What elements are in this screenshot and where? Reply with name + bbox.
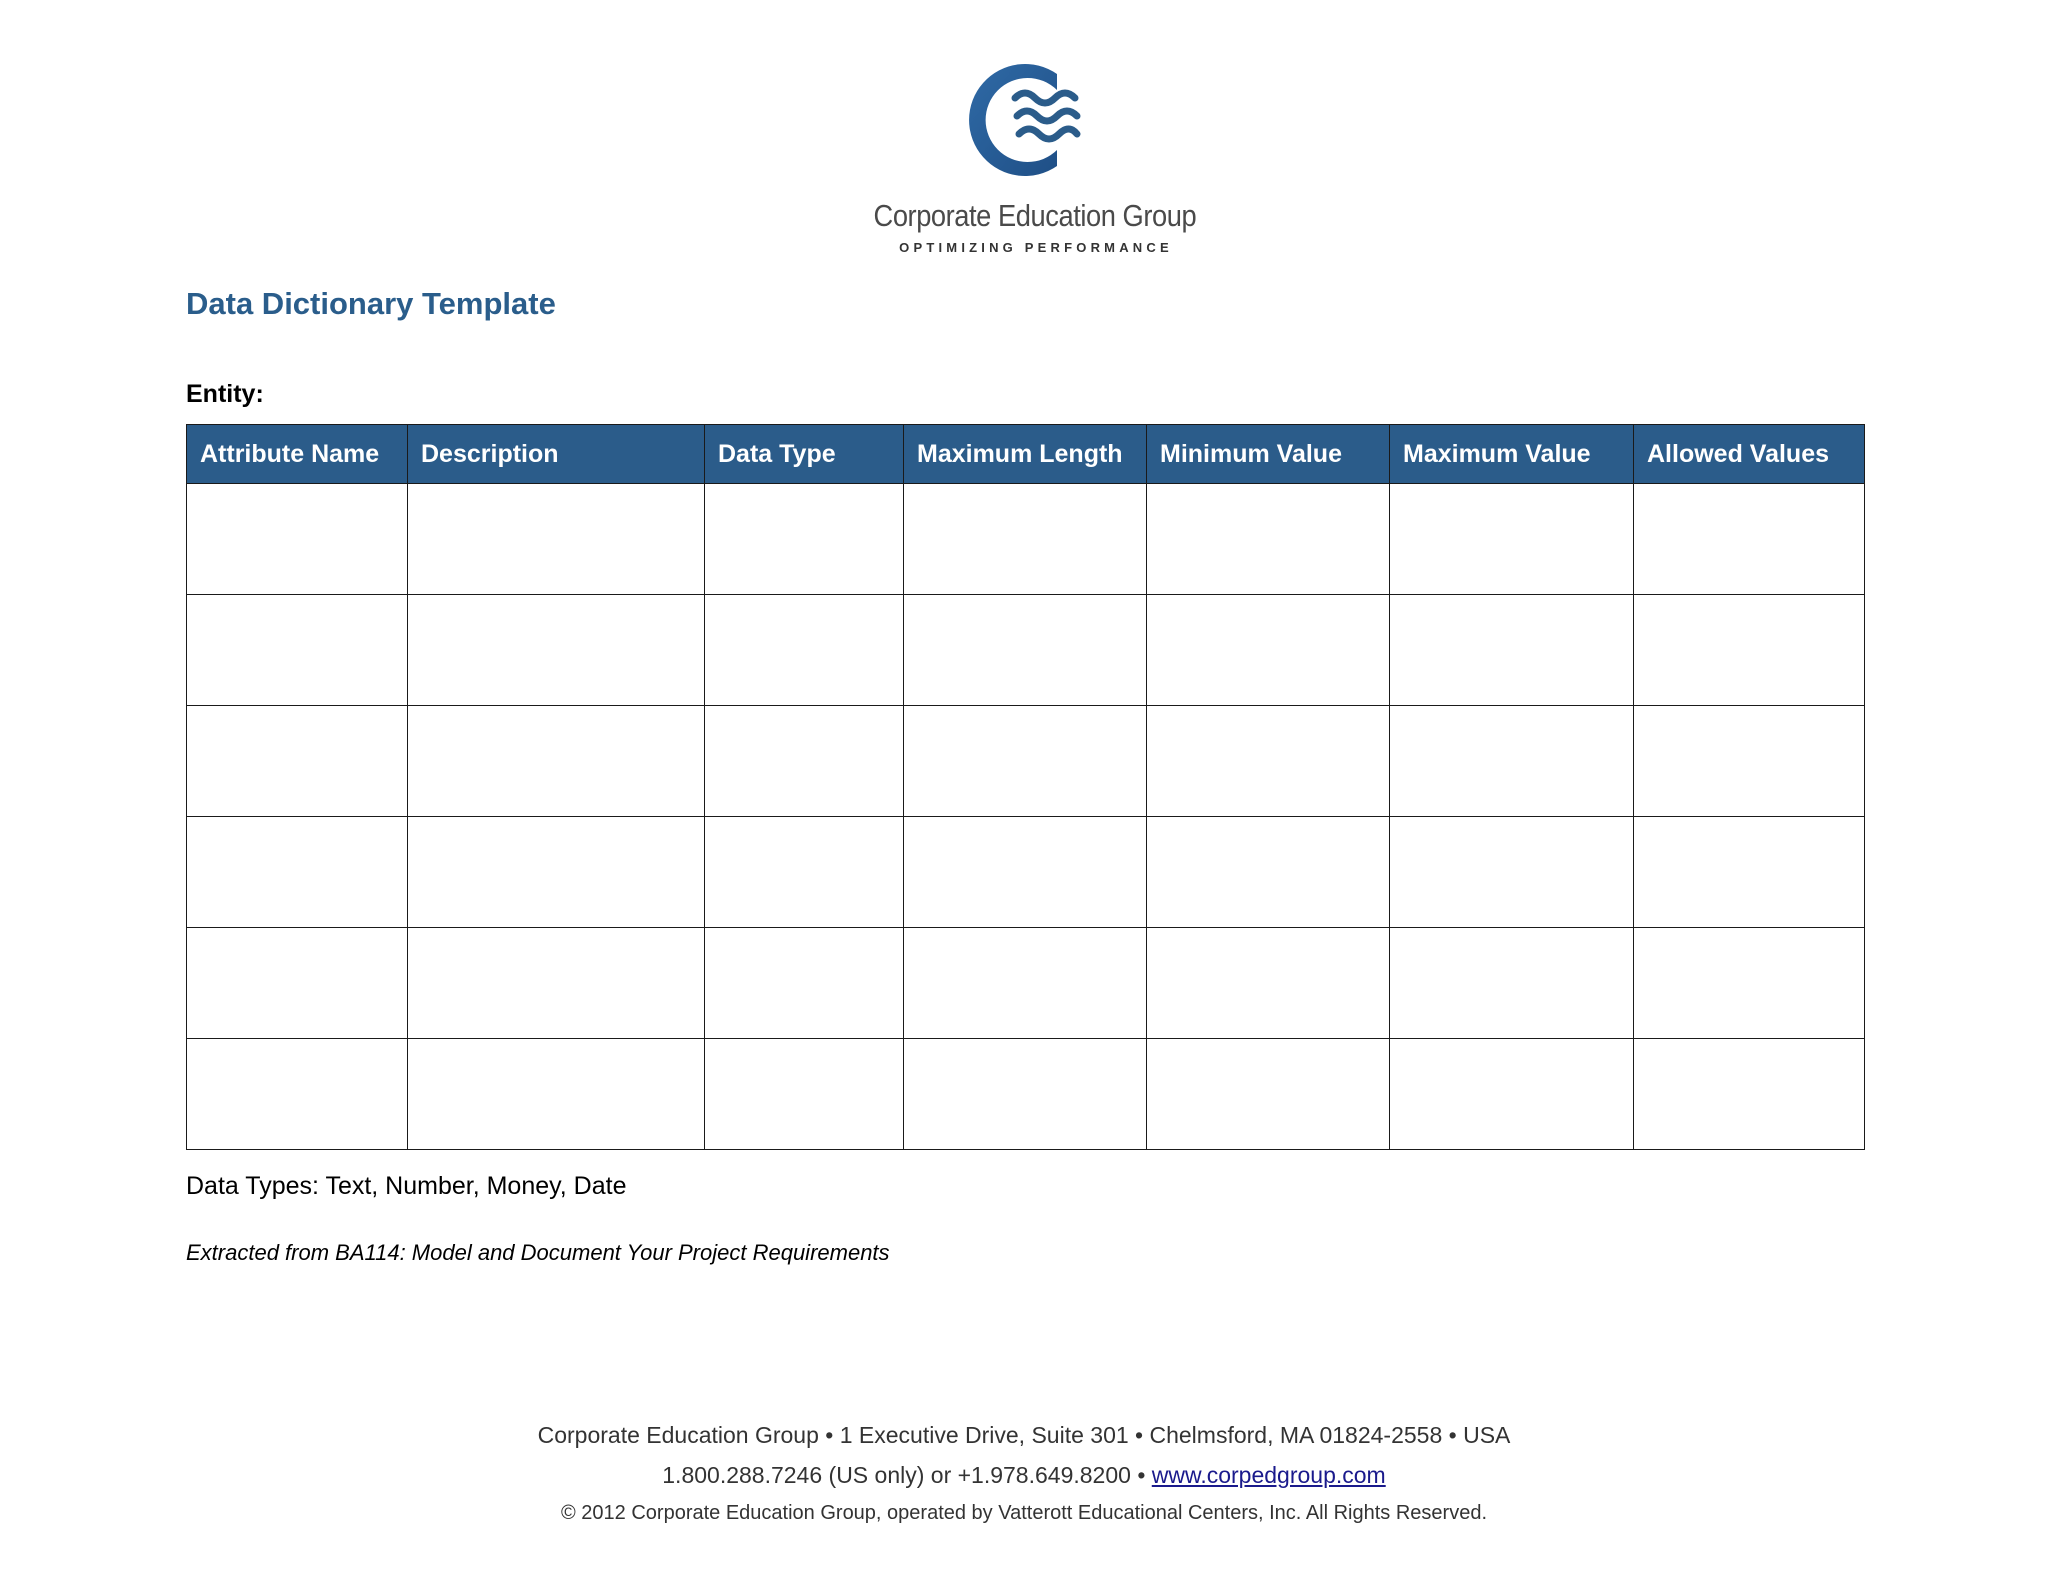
table-cell[interactable] [904, 484, 1147, 595]
entity-label: Entity: [186, 380, 264, 408]
footer-copyright: © 2012 Corporate Education Group, operated by Vatterott Educational Centers, Inc. All Rights Reserved. [561, 1502, 1487, 1524]
table-cell[interactable] [904, 1039, 1147, 1150]
table-cell[interactable] [1147, 706, 1390, 817]
column-header-maximum-value: Maximum Value [1390, 425, 1634, 484]
table-cell[interactable] [705, 928, 904, 1039]
table-cell[interactable] [1147, 817, 1390, 928]
column-header-allowed-values: Allowed Values [1634, 425, 1865, 484]
table-cell[interactable] [187, 595, 408, 706]
table-cell[interactable] [1390, 1039, 1634, 1150]
table-cell[interactable] [904, 817, 1147, 928]
table-cell[interactable] [1634, 595, 1865, 706]
table-cell[interactable] [705, 484, 904, 595]
table-row [187, 817, 1865, 928]
table-cell[interactable] [904, 595, 1147, 706]
table-cell[interactable] [408, 595, 705, 706]
footer-address: Corporate Education Group • 1 Executive Drive, Suite 301 • Chelmsford, MA 01824-2558 • USA [537, 1422, 1511, 1448]
table-cell[interactable] [904, 706, 1147, 817]
page-title: Data Dictionary Template [186, 286, 556, 321]
column-header-description: Description [408, 425, 705, 484]
column-header-maximum-length: Maximum Length [904, 425, 1147, 484]
source-note: Extracted from BA114: Model and Document Your Project Requirements [186, 1240, 890, 1265]
footer-contact [0, 1462, 2048, 1489]
table-cell[interactable] [1147, 595, 1390, 706]
table-row [187, 1039, 1865, 1150]
table-cell[interactable] [408, 817, 705, 928]
table-cell[interactable] [408, 1039, 705, 1150]
table-header-row [187, 425, 1865, 484]
wave-c-logo-icon [959, 60, 1089, 180]
footer-phone: 1.800.288.7246 (US only) or +1.978.649.8200 • [662, 1462, 1152, 1488]
table-cell[interactable] [1147, 484, 1390, 595]
table-cell[interactable] [705, 817, 904, 928]
data-types-note: Data Types: Text, Number, Money, Date [186, 1172, 627, 1200]
table-row [187, 706, 1865, 817]
website-link[interactable]: www.corpedgroup.com [1151, 1462, 1386, 1488]
table-cell[interactable] [187, 928, 408, 1039]
table-row [187, 595, 1865, 706]
table-cell[interactable] [705, 595, 904, 706]
table-cell[interactable] [1634, 1039, 1865, 1150]
table-cell[interactable] [1634, 928, 1865, 1039]
column-header-data-type: Data Type [705, 425, 904, 484]
table-cell[interactable] [1390, 928, 1634, 1039]
table-cell[interactable] [187, 706, 408, 817]
table-cell[interactable] [1390, 595, 1634, 706]
table-cell[interactable] [1390, 817, 1634, 928]
column-header-minimum-value: Minimum Value [1147, 425, 1390, 484]
logo-company-name: Corporate Education Group [873, 198, 1196, 233]
data-dictionary-table [186, 424, 1865, 1150]
table-cell[interactable] [904, 928, 1147, 1039]
table-cell[interactable] [705, 706, 904, 817]
table-cell[interactable] [408, 484, 705, 595]
table-cell[interactable] [1390, 706, 1634, 817]
table-cell[interactable] [187, 817, 408, 928]
table-cell[interactable] [187, 484, 408, 595]
table-cell[interactable] [1147, 1039, 1390, 1150]
column-header-attribute-name: Attribute Name [187, 425, 408, 484]
table-cell[interactable] [1634, 817, 1865, 928]
table-cell[interactable] [705, 1039, 904, 1150]
table-cell[interactable] [1147, 928, 1390, 1039]
logo-tagline: OPTIMIZING PERFORMANCE [899, 240, 1173, 255]
table-cell[interactable] [1634, 706, 1865, 817]
table-cell[interactable] [187, 1039, 408, 1150]
table-row [187, 928, 1865, 1039]
table-cell[interactable] [1634, 484, 1865, 595]
table-cell[interactable] [1390, 484, 1634, 595]
table-cell[interactable] [408, 706, 705, 817]
company-logo [0, 60, 2048, 255]
table-row [187, 484, 1865, 595]
table-cell[interactable] [408, 928, 705, 1039]
